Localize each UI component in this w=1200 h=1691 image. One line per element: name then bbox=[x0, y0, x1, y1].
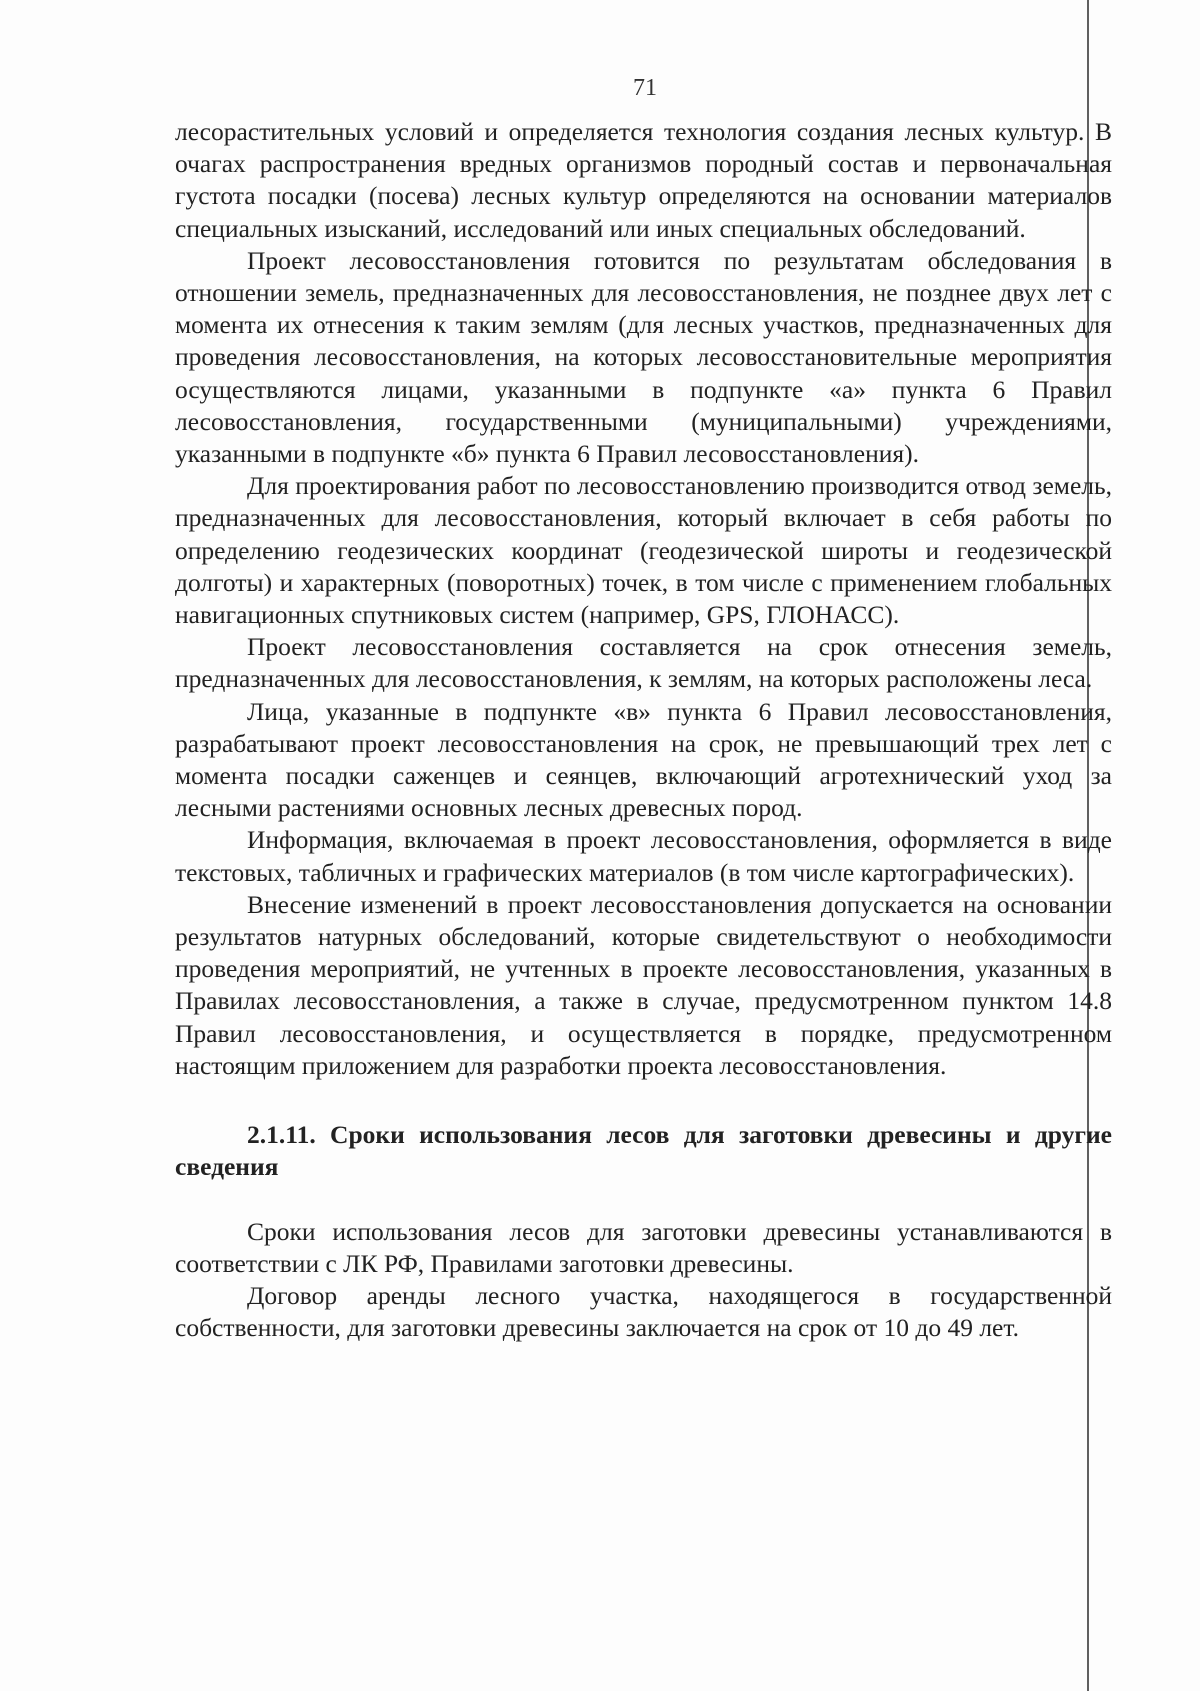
paragraph: Сроки использования лесов для заготовки древесины устанавливаются в соответствии с ЛК РФ, Правилами заготовки древесины. bbox=[175, 1216, 1112, 1278]
section-heading: 2.1.11. Сроки использования лесов для заготовки древесины и другие сведения bbox=[175, 1120, 1112, 1182]
page-number: 71 bbox=[633, 75, 657, 101]
paragraph: Информация, включаемая в проект лесовосстановления, оформляется в виде текстовых, табличных и графических материалов (в том числе картографических). bbox=[175, 825, 1112, 887]
paragraph: Для проектирования работ по лесовосстановлению производится отвод земель, предназначенных для лесовосстановления, который включает в себя работы по определению геодезических координат (геодезической широты и геодезической долготы) и характерных (поворотных) точек, в том числе с применением глобальных навигационных спутниковых систем (например, GPS, ГЛОНАСС). bbox=[175, 471, 1112, 630]
paragraph: Проект лесовосстановления готовится по результатам обследования в отношении земель, предназначенных для лесовосстановления, не позднее двух лет с момента их отнесения к таким землям (для лесных участков, предназначенных для проведения лесовосстановления, на которых лесовосстановительные мероприятия осуществляются лицами, указанными в подпункте «а» пункта 6 Правил лесовосстановления, государственными (муниципальными) учреждениями, указанными в подпункте «б» пункта 6 Правил лесовосстановления). bbox=[175, 245, 1112, 469]
paragraph: Проект лесовосстановления составляется на срок отнесения земель, предназначенных для лесовосстановления, к землям, на которых расположены леса. bbox=[175, 632, 1112, 694]
paragraph: Лица, указанные в подпункте «в» пункта 6 Правил лесовосстановления, разрабатывают проект лесовосстановления на срок, не превышающий трех лет с момента посадки саженцев и сеянцев, включающий агротехнический уход за лесными растениями основных лесных древесных пород. bbox=[175, 696, 1112, 823]
document-body bbox=[175, 116, 1112, 1344]
paragraph: Договор аренды лесного участка, находящегося в государственной собственности, для заготовки древесины заключается на срок от 10 до 49 лет. bbox=[175, 1280, 1112, 1343]
paragraph: Внесение изменений в проект лесовосстановления допускается на основании результатов натурных обследований, которые свидетельствуют о необходимости проведения мероприятий, не учтенных в проекте лесовосстановления, указанных в Правилах лесовосстановления, а также в случае, предусмотренном пунктом 14.8 Правил лесовосстановления, и осуществляется в порядке, предусмотренном настоящим приложением для разработки проекта лесовосстановления. bbox=[175, 889, 1112, 1080]
paragraph: лесорастительных условий и определяется технология создания лесных культур. В очагах распространения вредных организмов породный состав и первоначальная густота посадки (посева) лесных культур определяются на основании материалов специальных изысканий, исследований или иных специальных обследований. bbox=[175, 117, 1112, 243]
